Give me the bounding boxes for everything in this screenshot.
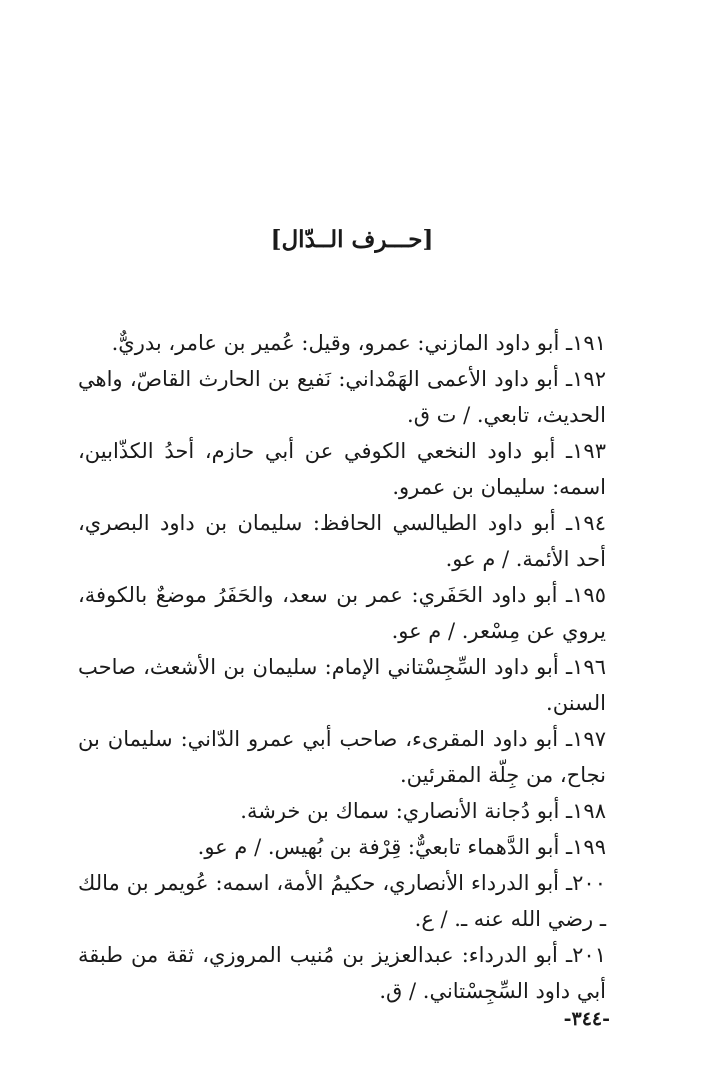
entry-199: ١٩٩ـ أبو الدَّهماء تابعيٌّ: قِرْفة بن بُهيس. / م عو. bbox=[197, 835, 606, 859]
entry-201: ٢٠١ـ أبو الدرداء: عبدالعزيز بن مُنيب المروزي، ثقة من طبقة أبي داود السِّجِسْتاني. / ق. bbox=[78, 943, 606, 1003]
entry-195: ١٩٥ـ أبو داود الحَفَري: عمر بن سعد، والحَفَرُ موضعٌ بالكوفة، يروي عن مِسْعر. / م عو. bbox=[78, 583, 606, 643]
entry-193: ١٩٣ـ أبو داود النخعي الكوفي عن أبي حازم، أحدُ الكذّابين، اسمه: سليمان بن عمرو. bbox=[78, 439, 606, 499]
entry-192: ١٩٢ـ أبو داود الأعمى الهَمْداني: نَفيع بن الحارث القاصّ، واهي الحديث، تابعي. / ت ق. bbox=[78, 367, 606, 427]
page-number: -٣٤٤- bbox=[563, 1008, 610, 1030]
section-heading: [حـــرف الــدّال] bbox=[270, 226, 434, 253]
entry-191: ١٩١ـ أبو داود المازني: عمرو، وقيل: عُمير بن عامر، بدريٌّ. bbox=[111, 331, 606, 355]
entry-194: ١٩٤ـ أبو داود الطيالسي الحافظ: سليمان بن داود البصري، أحد الأئمة. / م عو. bbox=[78, 511, 606, 571]
entry-197: ١٩٧ـ أبو داود المقرىء، صاحب أبي عمرو الدّاني: سليمان بن نجاح، من جِلّة المقرئين. bbox=[78, 727, 606, 787]
entry-198: ١٩٨ـ أبو دُجانة الأنصاري: سماك بن خرشة. bbox=[240, 799, 606, 823]
entries-list bbox=[78, 325, 606, 1009]
entry-196: ١٩٦ـ أبو داود السِّجِسْتاني الإمام: سليمان بن الأشعث، صاحب السنن. bbox=[78, 655, 606, 715]
entry-200: ٢٠٠ـ أبو الدرداء الأنصاري، حكيمُ الأمة، اسمه: عُويمر بن مالك ـ رضي الله عنه ـ. / ع. bbox=[78, 871, 606, 931]
